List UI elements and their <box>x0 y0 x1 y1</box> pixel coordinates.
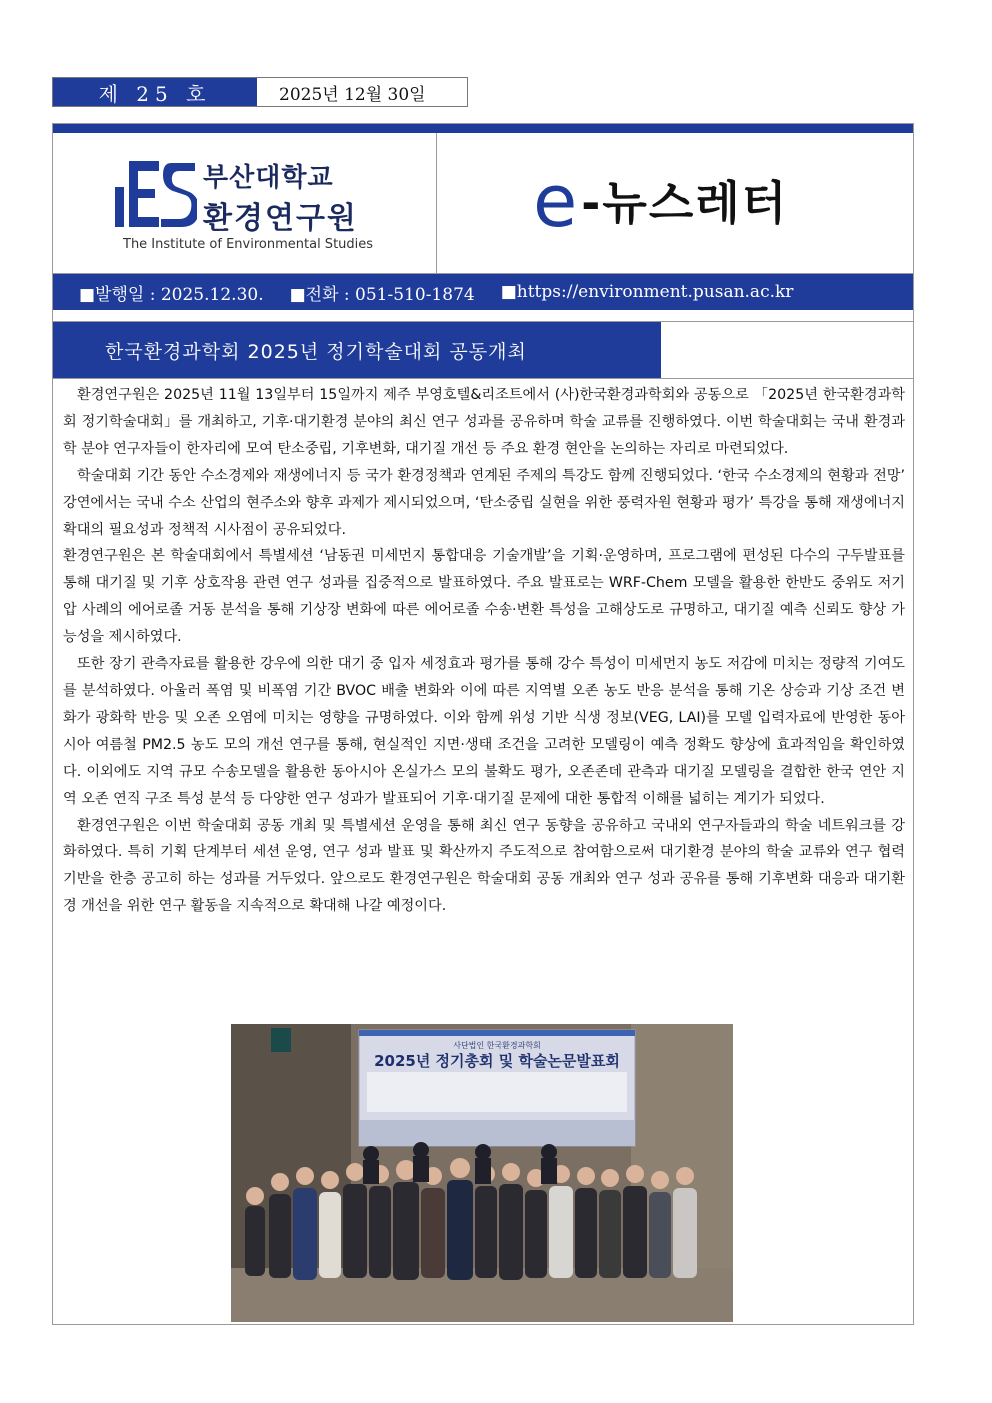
group-photo <box>231 1024 733 1322</box>
logo-name-line1: 부산대학교 <box>203 163 334 193</box>
article-paragraph: 환경연구원은 2025년 11월 13일부터 15일까지 제주 부영호텔&리조트에서 (사)한국환경과학회와 공동으로 「2025년 한국환경과학회 정기학술대회」를 개최하고, 기후·대기환경 분야의 최신 연구 성과를 공유하며 학술 교류를 진행하였다. 이번 학술대회는 국내 환경과학 분야 연구자들이 한자리에 모여 탄소중립, 기후변화, 대기질 개선 등 주요 환경 현안을 논의하는 자리로 마련되었다. <box>63 387 905 457</box>
website-link[interactable]: ■https://environment.pusan.ac.kr <box>500 282 794 302</box>
masthead-divider <box>436 133 437 273</box>
newsletter-frame <box>52 123 914 1325</box>
issue-date: 2025년 12월 30일 <box>279 84 426 105</box>
institute-logo <box>115 151 415 261</box>
info-bar <box>53 274 913 310</box>
issue-number: 제 25 호 <box>53 78 257 106</box>
article-paragraph: 환경연구원은 본 학술대회에서 특별세션 ‘남동권 미세먼지 통합대응 기술개발’을 기획·운영하며, 프로그램에 편성된 다수의 구두발표를 통해 대기질 및 기후 상호작용 관련 연구 성과를 집중적으로 발표하였다. 주요 발표로는 WRF-Chem 모델을 활용한 한반도 중위도 저기압 사례의 에어로졸 거동 분석을 통해 기상장 변화에 따른 에어로졸 수송·변환 특성을 고해상도로 규명하고, 대기질 예측 신뢰도 향상 가능성을 제시하였다. <box>63 548 905 646</box>
newsletter-title <box>533 159 789 243</box>
article-headline: 한국환경과학회 2025년 정기학술대회 공동개최 <box>53 322 661 378</box>
headline-row <box>53 321 913 379</box>
article-paragraph: 또한 장기 관측자료를 활용한 강우에 의한 대기 중 입자 세정효과 평가를 통해 강수 특성이 미세먼지 농도 저감에 미치는 정량적 기여도를 분석하였다. 아울러 폭염 및 비폭염 기간 BVOC 배출 변화와 이에 따른 지역별 오존 농도 반응 분석을 통해 기온 상승과 기상 조건 변화가 광화학 반응 및 오존 오염에 미치는 영향을 규명하였다. 이와 함께 위성 기반 식생 정보(VEG, LAI)를 모델 입력자료에 반영한 동아시아 여름철 PM2.5 농도 모의 개선 연구를 통해, 현실적인 지면·생태 조건을 고려한 모델링이 예측 정확도 향상에 효과적임을 확인하였다. 이외에도 지역 규모 수송모델을 활용한 동아시아 온실가스 모의 불확도 평가, 오존존데 관측과 대기질 모델링을 결합한 한국 연안 지역 오존 연직 구조 특성 분석 등 다양한 연구 성과가 발표되어 기후·대기질 문제에 대한 통합적 이해를 넓히는 계기가 되었다. <box>63 656 905 807</box>
article-paragraph: 환경연구원은 이번 학술대회 공동 개최 및 특별세션 운영을 통해 최신 연구 동향을 공유하고 국내외 연구자들과의 학술 네트워크를 강화하였다. 특히 기획 단계부터 세션 운영, 연구 성과 발표 및 확산까지 주도적으로 참여함으로써 대기환경 분야의 학술 교류와 연구 협력 기반을 한층 공고히 하는 성과를 거두었다. 앞으로도 환경연구원은 학술대회 공동 개최와 연구 성과 공유를 통해 기후변화 대응과 대기환경 개선을 위한 연구 활동을 지속적으로 확대해 나갈 예정이다. <box>63 817 905 915</box>
issue-bar <box>52 77 468 107</box>
phone-number: ■전화 : 051-510-1874 <box>289 284 475 305</box>
banner-subtitle: 사단법인 한국환경과학회 <box>453 1041 541 1050</box>
ies-logo-icon <box>115 157 197 229</box>
banner-title: 2025년 정기총회 및 학술논문발표회 <box>374 1052 620 1070</box>
article-body <box>63 382 905 920</box>
title-rest: -뉴스레터 <box>581 176 789 230</box>
masthead <box>53 133 913 274</box>
top-stripe <box>53 124 913 133</box>
logo-name-line2: 환경연구원 <box>203 201 358 236</box>
article-paragraph: 학술대회 기간 동안 수소경제와 재생에너지 등 국가 환경정책과 연계된 주제의 특강도 함께 진행되었다. ‘한국 수소경제의 현황과 전망’ 강연에서는 국내 수소 산업의 현주소와 향후 과제가 제시되었으며, ‘탄소중립 실현을 위한 풍력자원 현황과 평가’ 특강을 통해 재생에너지 확대의 필요성과 정책적 시사점이 공유되었다. <box>63 467 905 538</box>
publish-date: ■발행일 : 2025.12.30. <box>79 284 264 305</box>
title-e: e <box>533 159 578 243</box>
group-photo-image <box>231 1024 733 1322</box>
logo-english-name: The Institute of Environmental Studies <box>123 237 374 252</box>
